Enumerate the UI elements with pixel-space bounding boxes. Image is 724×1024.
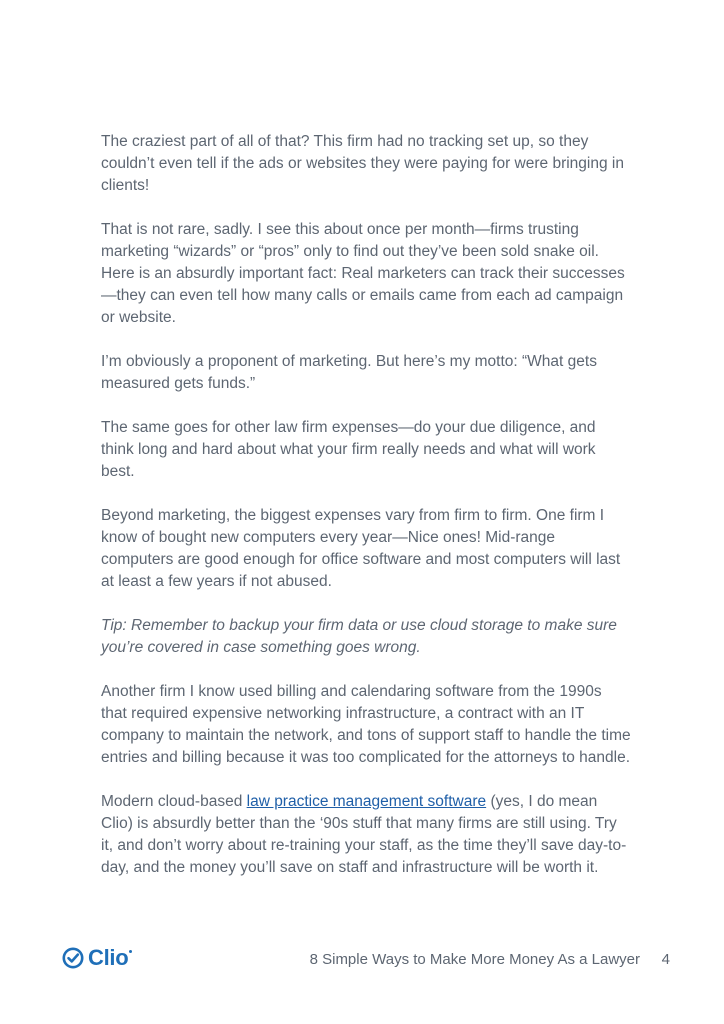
paragraph-computers: Beyond marketing, the biggest expenses vary from firm to firm. One firm I know of bought new computers every year—Nice ones! Mid-range computers are good enough for office software and most computers will last at least a few years if not abused. (101, 507, 621, 590)
paragraph-tracking: The craziest part of all of that? This firm had no tracking set up, so they couldn’t even tell if the ads or websites they were paying for were bringing in clients! (101, 133, 624, 194)
cloud-text-after: (yes, I do mean Clio) is absurdly better than the ‘90s stuff that many firms are still using. Try it, and don’t worry about re-training your staff, as the time they’ll save day-to-day, and the money you’ll save on staff and infrastructure will be worth it. (101, 793, 627, 876)
paragraph-motto: I’m obviously a proponent of marketing. But here’s my motto: “What gets measured gets funds.” (101, 353, 597, 392)
page-footer (0, 940, 724, 980)
logo-dot (129, 950, 132, 953)
practice-management-link[interactable]: law practice management software (246, 793, 487, 810)
paragraph-snake-oil: That is not rare, sadly. I see this about once per month—firms trusting marketing “wizards” or “pros” only to find out they’ve been sold snake oil. Here is an absurdly important fact: Real marketers can track their successes—they can even tell how many calls or emails came from each ad campaign or website. (101, 221, 625, 326)
paragraph-cloud (101, 791, 631, 879)
cloud-text-before: Modern cloud-based (101, 793, 247, 810)
clio-logo (62, 946, 132, 970)
page-number: 4 (661, 951, 670, 968)
check-circle-icon (62, 947, 84, 969)
logo-wordmark: Clio (88, 945, 129, 970)
paragraph-expenses: The same goes for other law firm expenses—do your due diligence, and think long and hard about what your firm really needs and what will work best. (101, 419, 596, 480)
tip-backup: Tip: Remember to backup your firm data or use cloud storage to make sure you’re covered in case something goes wrong. (101, 617, 617, 656)
page-content (101, 131, 631, 901)
paragraph-billing-software: Another firm I know used billing and calendaring software from the 1990s that required expensive networking infrastructure, a contract with an IT company to maintain the network, and tons of support staff to handle the time entries and billing because it was too complicated for the attorneys to handle. (101, 683, 631, 766)
document-title: 8 Simple Ways to Make More Money As a Lawyer (309, 951, 640, 968)
